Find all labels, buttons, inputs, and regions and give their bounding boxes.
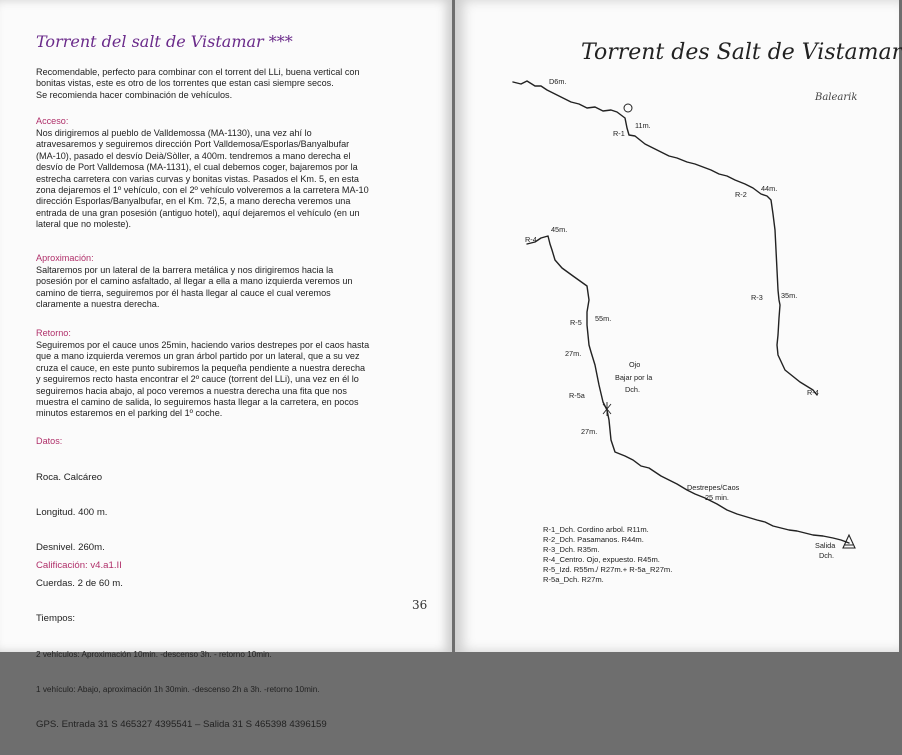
datos-line: Desnivel. 260m. bbox=[36, 542, 105, 554]
legend-item: R-3_Dch. R35m. bbox=[543, 545, 600, 554]
calificacion: Calificación: v4.a1.II bbox=[36, 560, 122, 571]
legend-item: R-1_Dch. Cordino arbol. R11m. bbox=[543, 525, 649, 534]
legend-item: R-5_Izd. R55m./ R27m.+ R-5a_R27m. bbox=[543, 565, 673, 574]
label-ojo-dch: Dch. bbox=[625, 385, 641, 394]
label-bajar: Bajar por la bbox=[615, 373, 653, 382]
label-27m-upper: 27m. bbox=[565, 349, 582, 358]
map-title: Torrent des Salt de Vistamar bbox=[581, 40, 902, 65]
datos-list bbox=[36, 448, 327, 755]
legend-item: R-5a_Dch. R27m. bbox=[543, 575, 604, 584]
label-r3: R-3 bbox=[751, 293, 763, 302]
label-11m: 11m. bbox=[635, 121, 651, 130]
label-r5: R-5 bbox=[570, 318, 582, 327]
torrent-path-lower bbox=[527, 236, 849, 543]
aproximacion-text: Saltaremos por un lateral de la barrera metálica y nos dirigiremos hacia la posesión por el camino asfaltado, al llegar a ella a mano izquierda veremos un camino de tierra, seguiremos por él hasta llegar al cauce el cual veremos claramente a nuestra derecha. bbox=[36, 265, 353, 310]
label-destrepes-time: 25 min. bbox=[705, 493, 729, 502]
label-ojo: Ojo bbox=[629, 360, 641, 369]
label-r4-top: R-4 bbox=[525, 235, 537, 244]
label-55m: 55m. bbox=[595, 314, 612, 323]
datos-heading: Datos: bbox=[36, 436, 63, 446]
label-r1: R-1 bbox=[613, 129, 625, 138]
page-number: 36 bbox=[412, 598, 428, 612]
label-27m-lower: 27m. bbox=[581, 427, 598, 436]
brand-logo: Balearik bbox=[815, 92, 858, 103]
right-page bbox=[455, 0, 902, 652]
label-44m: 44m. bbox=[761, 184, 778, 193]
label-45m: 45m. bbox=[551, 225, 568, 234]
datos-line: Cuerdas. 2 de 60 m. bbox=[36, 577, 123, 589]
aproximacion-heading: Aproximación: bbox=[36, 253, 94, 263]
label-r2: R-2 bbox=[735, 190, 747, 199]
legend-item: R-4_Centro. Ojo, expuesto. R45m. bbox=[543, 555, 660, 564]
legend bbox=[543, 525, 672, 585]
label-destrepes: Destrepes/Caos bbox=[687, 483, 740, 492]
label-salida-dch: Dch. bbox=[819, 551, 835, 560]
tiempos-line: 1 vehículo: Abajo, aproximación 1h 30min. -descenso 2h a 3h. -retorno 10min. bbox=[36, 684, 320, 694]
tiempos-line: 2 vehículos: Aproximación 10min. -descenso 3h. - retorno 10min. bbox=[36, 649, 272, 659]
label-35m: 35m. bbox=[781, 291, 798, 300]
datos-line: Tiempos: bbox=[36, 613, 76, 625]
anchor-tree-icon bbox=[624, 104, 632, 112]
label-r5a: R-5a bbox=[569, 391, 585, 400]
label-d6m: D6m. bbox=[549, 77, 567, 86]
left-page bbox=[0, 0, 452, 731]
route-map bbox=[455, 0, 899, 652]
label-r4-right: R-4 bbox=[807, 388, 819, 397]
retorno-text: Seguiremos por el cauce unos 25min, haciendo varios destrepes por el caos hasta que a mano izquierda veremos un gran árbol partido por un lateral, que a su vez cruza el cauce, en este punto subiremos la pequeña pendiente a nuestra derecha y seguiremos recto hasta encontrar el 2º cauce (torrent del LLi), una vez en él lo seguiremos hacia abajo, al poco veremos a nuestra derecha una fita que nos muestra el camino de salida, lo seguiremos hasta llegar a la carretera, en pocos minutos estaremos en el parking del 1º coche. bbox=[36, 340, 370, 419]
gps-line: GPS. Entrada 31 S 465327 4395541 – Salida 31 S 465398 4396159 bbox=[36, 719, 327, 731]
retorno-heading: Retorno: bbox=[36, 328, 71, 338]
label-salida: Salida bbox=[815, 541, 836, 550]
acceso-heading: Acceso: bbox=[36, 116, 69, 126]
torrent-path-upper bbox=[513, 81, 817, 395]
datos-line: Longitud. 400 m. bbox=[36, 506, 108, 518]
legend-item: R-2_Dch. Pasamanos. R44m. bbox=[543, 535, 644, 544]
datos-line: Roca. Calcáreo bbox=[36, 471, 103, 483]
intro-text: Recomendable, perfecto para combinar con el torrent del LLi, buena vertical con bonitas vistas, este es otro de los torrentes que estan casi siempre secos. Se recomienda hacer combinación de vehículos. bbox=[36, 67, 360, 100]
route-title: Torrent del salt de Vistamar *** bbox=[36, 32, 293, 51]
acceso-text: Nos dirigiremos al pueblo de Valldemossa (MA-1130), una vez ahí lo atravesaremos y seguiremos dirección Port Valldemosa/Esporlas/Banyalbufar (MA-10), pasado el desvío Deià/Sòller, a 400m. tendremos a mano derecha el desvío de Port Valldemosa (MA-1131), el cual debemos coger, bajaremos por la estrecha carretera con varias curvas y bonitas vistas. Pasados el Km. 5, en esta zona dejaremos el 1º vehículo, con el 2º vehículo volveremos a la carretera MA-10 dirección Esporlas/Banyalbufar, en el Km. 72,5, a mano derecha veremos una entrada de una gran posesión (antiguo hotel), aquí dejaremos el vehículo (en un lateral que no moleste). bbox=[36, 128, 369, 230]
